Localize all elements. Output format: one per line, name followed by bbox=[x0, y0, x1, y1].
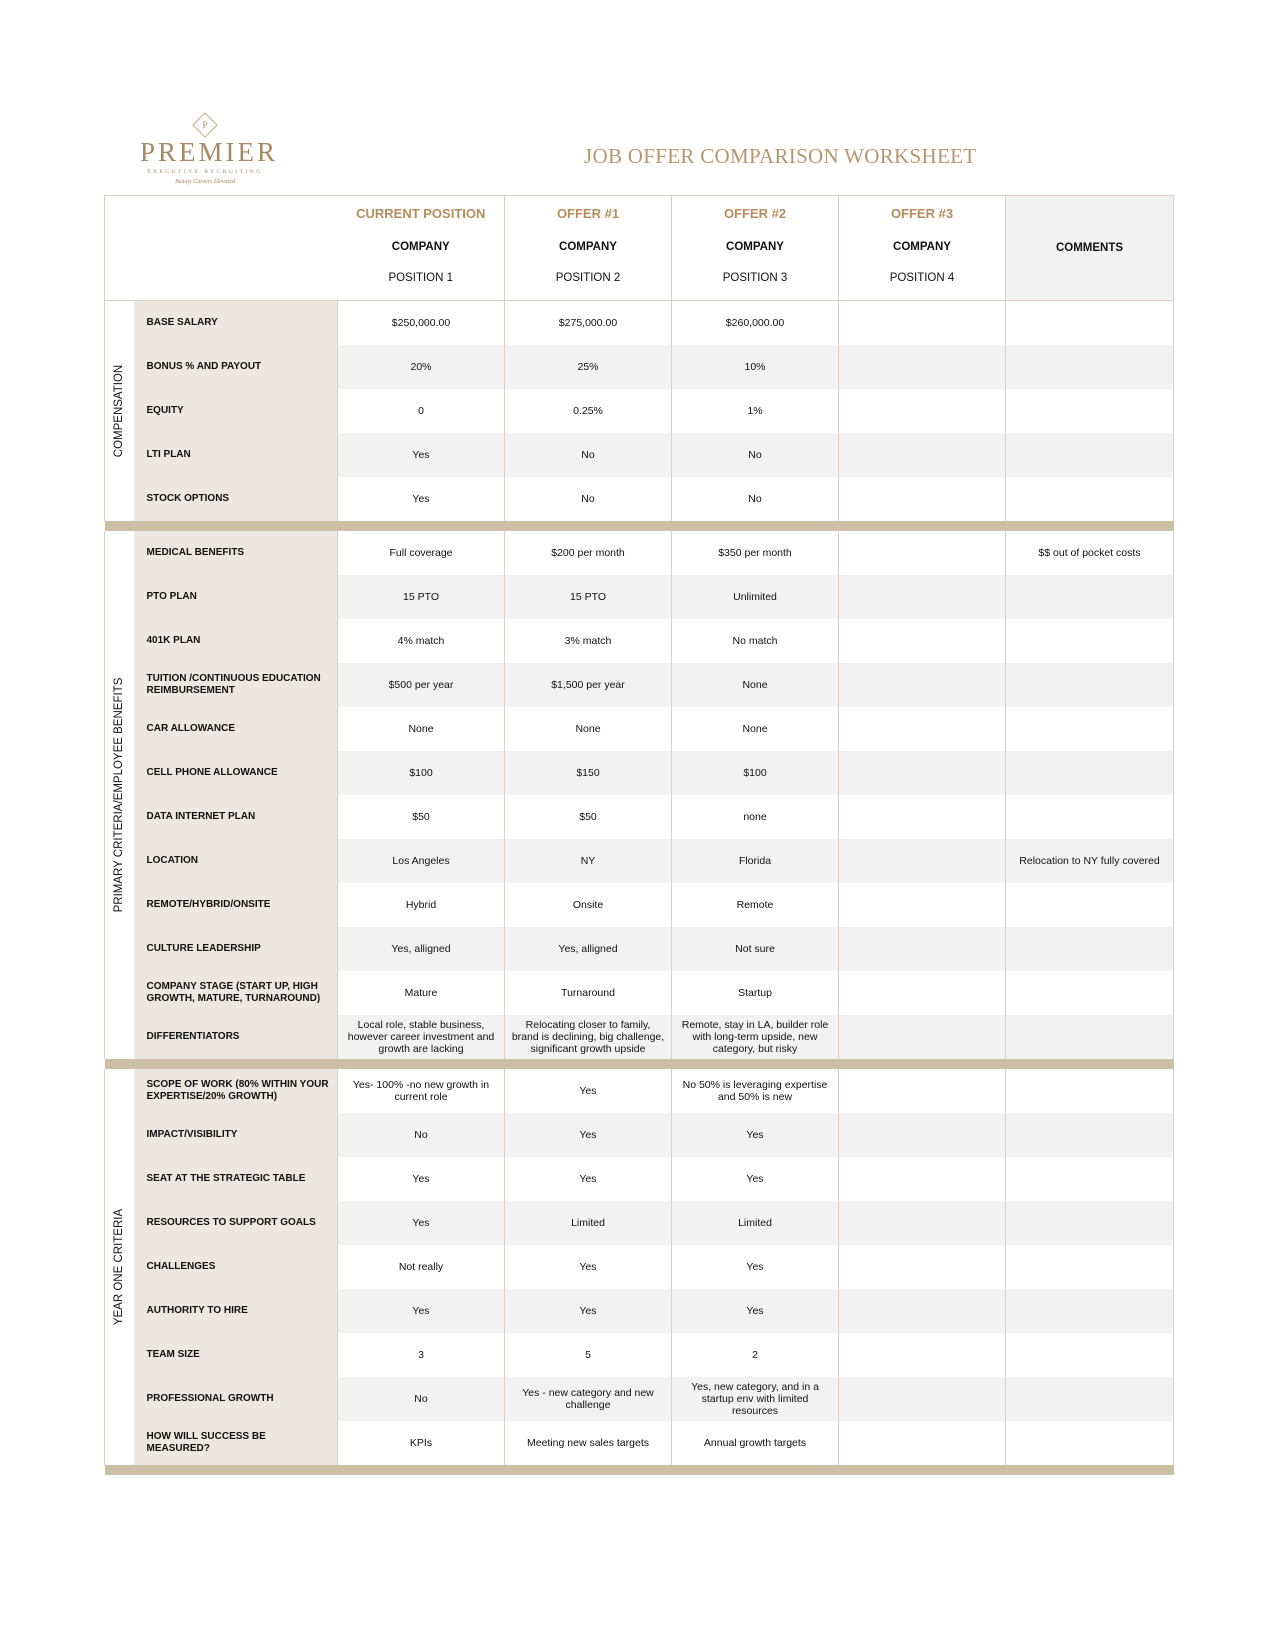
value-cell: $200 per month bbox=[505, 531, 672, 575]
value-cell: Yes bbox=[505, 1157, 672, 1201]
value-cell: No 50% is leveraging expertise and 50% is new bbox=[672, 1069, 839, 1113]
value-cell bbox=[839, 707, 1006, 751]
comment-cell bbox=[1006, 707, 1174, 751]
value-cell: Mature bbox=[338, 971, 505, 1015]
value-cell: Yes bbox=[338, 433, 505, 477]
row-label: CHALLENGES bbox=[134, 1245, 338, 1289]
value-cell: Yes bbox=[672, 1157, 839, 1201]
column-company: COMPANY bbox=[559, 240, 617, 253]
value-cell: none bbox=[672, 795, 839, 839]
value-cell: Yes bbox=[338, 1201, 505, 1245]
comment-cell bbox=[1006, 1069, 1174, 1113]
row-label: CAR ALLOWANCE bbox=[134, 707, 338, 751]
value-cell: 4% match bbox=[338, 619, 505, 663]
value-cell: Turnaround bbox=[505, 971, 672, 1015]
logo-subtitle: EXECUTIVE RECRUITING bbox=[147, 169, 263, 175]
section-label: COMPENSATION bbox=[113, 364, 126, 458]
table-row bbox=[105, 1113, 1174, 1157]
logo-wordmark: PREMIER bbox=[140, 137, 279, 167]
value-cell: $500 per year bbox=[338, 663, 505, 707]
comment-cell bbox=[1006, 1377, 1174, 1421]
column-position: POSITION 4 bbox=[889, 272, 955, 284]
row-label: TEAM SIZE bbox=[134, 1333, 338, 1377]
table-row bbox=[105, 1245, 1174, 1289]
value-cell: $250,000.00 bbox=[338, 301, 505, 346]
value-cell: 15 PTO bbox=[338, 575, 505, 619]
value-cell bbox=[839, 1201, 1006, 1245]
table-row bbox=[105, 1201, 1174, 1245]
value-cell bbox=[839, 751, 1006, 795]
value-cell bbox=[839, 1069, 1006, 1113]
column-position: POSITION 2 bbox=[555, 272, 621, 284]
table-row bbox=[105, 531, 1174, 575]
value-cell: Hybrid bbox=[338, 883, 505, 927]
row-label: IMPACT/VISIBILITY bbox=[134, 1113, 338, 1157]
value-cell: Yes - new category and new challenge bbox=[505, 1377, 672, 1421]
value-cell: Yes bbox=[672, 1289, 839, 1333]
header-row bbox=[105, 196, 1174, 301]
header-blank-cell bbox=[105, 196, 338, 301]
section-divider bbox=[105, 1465, 1174, 1475]
value-cell: 25% bbox=[505, 345, 672, 389]
value-cell bbox=[839, 531, 1006, 575]
row-label: CULTURE LEADERSHIP bbox=[134, 927, 338, 971]
value-cell: $50 bbox=[505, 795, 672, 839]
value-cell: None bbox=[672, 663, 839, 707]
column-company: COMPANY bbox=[893, 240, 951, 253]
table-row bbox=[105, 1289, 1174, 1333]
section-divider-bar bbox=[105, 521, 1174, 531]
row-label: AUTHORITY TO HIRE bbox=[134, 1289, 338, 1333]
column-title: OFFER #1 bbox=[556, 206, 620, 221]
comment-cell bbox=[1006, 883, 1174, 927]
table-row bbox=[105, 619, 1174, 663]
value-cell bbox=[839, 433, 1006, 477]
value-cell: $350 per month bbox=[672, 531, 839, 575]
value-cell: Yes bbox=[672, 1113, 839, 1157]
section-label-cell bbox=[105, 531, 134, 1059]
table-row bbox=[105, 707, 1174, 751]
value-cell bbox=[839, 839, 1006, 883]
comment-cell bbox=[1006, 1015, 1174, 1059]
value-cell: 20% bbox=[338, 345, 505, 389]
value-cell: Full coverage bbox=[338, 531, 505, 575]
table-row bbox=[105, 927, 1174, 971]
comment-cell bbox=[1006, 477, 1174, 521]
comment-cell bbox=[1006, 663, 1174, 707]
value-cell: Unlimited bbox=[672, 575, 839, 619]
value-cell: Yes bbox=[505, 1113, 672, 1157]
table-row bbox=[105, 1157, 1174, 1201]
column-title: OFFER #3 bbox=[890, 206, 954, 221]
value-cell: No bbox=[338, 1377, 505, 1421]
table-row bbox=[105, 751, 1174, 795]
comment-cell bbox=[1006, 433, 1174, 477]
value-cell: Florida bbox=[672, 839, 839, 883]
value-cell: Yes bbox=[672, 1245, 839, 1289]
table-row bbox=[105, 301, 1174, 346]
value-cell: $1,500 per year bbox=[505, 663, 672, 707]
row-label: REMOTE/HYBRID/ONSITE bbox=[134, 883, 338, 927]
table-row bbox=[105, 883, 1174, 927]
table-row bbox=[105, 389, 1174, 433]
row-label: SEAT AT THE STRATEGIC TABLE bbox=[134, 1157, 338, 1201]
row-label: TUITION /CONTINUOUS EDUCATION REIMBURSEMENT bbox=[134, 663, 338, 707]
value-cell: No bbox=[672, 433, 839, 477]
column-header-offer-3 bbox=[839, 196, 1006, 301]
column-title: CURRENT POSITION bbox=[356, 206, 486, 221]
value-cell: Not really bbox=[338, 1245, 505, 1289]
value-cell bbox=[839, 1245, 1006, 1289]
comparison-table bbox=[104, 195, 1174, 1475]
value-cell: NY bbox=[505, 839, 672, 883]
value-cell bbox=[839, 883, 1006, 927]
value-cell: No bbox=[338, 1113, 505, 1157]
section-divider-bar bbox=[105, 1465, 1174, 1475]
comment-cell: $$ out of pocket costs bbox=[1006, 531, 1174, 575]
section-label-cell bbox=[105, 1069, 134, 1465]
value-cell bbox=[839, 1015, 1006, 1059]
value-cell bbox=[839, 575, 1006, 619]
value-cell: Remote, stay in LA, builder role with long-term upside, new category, but risky bbox=[672, 1015, 839, 1059]
row-label: SCOPE OF WORK (80% WITHIN YOUR EXPERTISE/20% GROWTH) bbox=[134, 1069, 338, 1113]
column-company: COMPANY bbox=[726, 240, 784, 253]
row-label: BONUS % AND PAYOUT bbox=[134, 345, 338, 389]
value-cell: Yes bbox=[338, 1157, 505, 1201]
table-row bbox=[105, 1377, 1174, 1421]
value-cell: No bbox=[505, 433, 672, 477]
value-cell: $150 bbox=[505, 751, 672, 795]
value-cell: Local role, stable business, however career investment and growth are lacking bbox=[338, 1015, 505, 1059]
comment-cell bbox=[1006, 795, 1174, 839]
row-label: CELL PHONE ALLOWANCE bbox=[134, 751, 338, 795]
row-label: COMPANY STAGE (START UP, HIGH GROWTH, MATURE, TURNAROUND) bbox=[134, 971, 338, 1015]
comment-cell: Relocation to NY fully covered bbox=[1006, 839, 1174, 883]
value-cell: Remote bbox=[672, 883, 839, 927]
row-label: 401K PLAN bbox=[134, 619, 338, 663]
section-divider-bar bbox=[105, 1059, 1174, 1069]
comment-cell bbox=[1006, 1201, 1174, 1245]
value-cell: Relocating closer to family, brand is declining, big challenge, significant growth upside bbox=[505, 1015, 672, 1059]
section-label: YEAR ONE CRITERIA bbox=[113, 1208, 126, 1326]
value-cell: Yes bbox=[338, 477, 505, 521]
value-cell: Limited bbox=[505, 1201, 672, 1245]
logo-mark: P bbox=[192, 112, 217, 137]
value-cell: No bbox=[505, 477, 672, 521]
column-header-current bbox=[338, 196, 505, 301]
row-label: PTO PLAN bbox=[134, 575, 338, 619]
value-cell bbox=[839, 795, 1006, 839]
value-cell: $50 bbox=[338, 795, 505, 839]
value-cell: None bbox=[338, 707, 505, 751]
comment-cell bbox=[1006, 751, 1174, 795]
value-cell: KPIs bbox=[338, 1421, 505, 1465]
value-cell bbox=[839, 1113, 1006, 1157]
value-cell bbox=[839, 1289, 1006, 1333]
value-cell: Yes bbox=[505, 1245, 672, 1289]
row-label: EQUITY bbox=[134, 389, 338, 433]
row-label: BASE SALARY bbox=[134, 301, 338, 346]
row-label: DIFFERENTIATORS bbox=[134, 1015, 338, 1059]
value-cell: 0.25% bbox=[505, 389, 672, 433]
value-cell bbox=[839, 619, 1006, 663]
value-cell bbox=[839, 301, 1006, 346]
comment-cell bbox=[1006, 1245, 1174, 1289]
value-cell bbox=[839, 477, 1006, 521]
section-label-cell bbox=[105, 301, 134, 522]
value-cell: 15 PTO bbox=[505, 575, 672, 619]
company-logo bbox=[140, 116, 279, 185]
column-position: POSITION 1 bbox=[388, 272, 454, 284]
comment-cell bbox=[1006, 301, 1174, 346]
value-cell: Yes, alligned bbox=[505, 927, 672, 971]
logo-tagline: Beauty Careers Elevated bbox=[175, 179, 235, 185]
table-row bbox=[105, 839, 1174, 883]
comment-cell bbox=[1006, 927, 1174, 971]
value-cell: 5 bbox=[505, 1333, 672, 1377]
value-cell: Annual growth targets bbox=[672, 1421, 839, 1465]
value-cell: 1% bbox=[672, 389, 839, 433]
table-row bbox=[105, 575, 1174, 619]
table-row bbox=[105, 971, 1174, 1015]
value-cell: Los Angeles bbox=[338, 839, 505, 883]
row-label: RESOURCES TO SUPPORT GOALS bbox=[134, 1201, 338, 1245]
column-header-offer-1 bbox=[505, 196, 672, 301]
comment-cell bbox=[1006, 1333, 1174, 1377]
value-cell: Startup bbox=[672, 971, 839, 1015]
column-header-offer-2 bbox=[672, 196, 839, 301]
column-company: COMPANY bbox=[391, 240, 450, 253]
value-cell bbox=[839, 1333, 1006, 1377]
row-label: PROFESSIONAL GROWTH bbox=[134, 1377, 338, 1421]
comment-cell bbox=[1006, 575, 1174, 619]
value-cell: No match bbox=[672, 619, 839, 663]
table-row bbox=[105, 1333, 1174, 1377]
value-cell: 2 bbox=[672, 1333, 839, 1377]
value-cell bbox=[839, 1377, 1006, 1421]
comment-cell bbox=[1006, 619, 1174, 663]
comment-cell bbox=[1006, 971, 1174, 1015]
value-cell: No bbox=[672, 477, 839, 521]
comment-cell bbox=[1006, 1113, 1174, 1157]
page-title: JOB OFFER COMPARISON WORKSHEET bbox=[584, 144, 977, 168]
value-cell: Yes- 100% -no new growth in current role bbox=[338, 1069, 505, 1113]
value-cell: Yes bbox=[505, 1289, 672, 1333]
comment-cell bbox=[1006, 389, 1174, 433]
table-row bbox=[105, 345, 1174, 389]
value-cell bbox=[839, 345, 1006, 389]
row-label: DATA INTERNET PLAN bbox=[134, 795, 338, 839]
table-row bbox=[105, 1015, 1174, 1059]
value-cell: $100 bbox=[338, 751, 505, 795]
comment-cell bbox=[1006, 1157, 1174, 1201]
value-cell: 0 bbox=[338, 389, 505, 433]
value-cell: Onsite bbox=[505, 883, 672, 927]
section-divider bbox=[105, 1059, 1174, 1069]
table-row bbox=[105, 663, 1174, 707]
value-cell bbox=[839, 389, 1006, 433]
row-label: LOCATION bbox=[134, 839, 338, 883]
table-row bbox=[105, 477, 1174, 521]
column-position: POSITION 3 bbox=[722, 272, 788, 284]
value-cell bbox=[839, 1157, 1006, 1201]
value-cell: 10% bbox=[672, 345, 839, 389]
comment-cell bbox=[1006, 345, 1174, 389]
section-label: PRIMARY CRITERIA/EMPLOYEE BENEFITS bbox=[113, 677, 126, 913]
value-cell: Yes bbox=[505, 1069, 672, 1113]
table-row bbox=[105, 1069, 1174, 1113]
table-row bbox=[105, 433, 1174, 477]
table-row bbox=[105, 1421, 1174, 1465]
row-label: MEDICAL BENEFITS bbox=[134, 531, 338, 575]
value-cell: Yes, alligned bbox=[338, 927, 505, 971]
value-cell bbox=[839, 663, 1006, 707]
section-divider bbox=[105, 521, 1174, 531]
column-title: OFFER #2 bbox=[723, 206, 787, 221]
value-cell: Yes, new category, and in a startup env with limited resources bbox=[672, 1377, 839, 1421]
row-label: HOW WILL SUCCESS BE MEASURED? bbox=[134, 1421, 338, 1465]
value-cell: None bbox=[505, 707, 672, 751]
comment-cell bbox=[1006, 1289, 1174, 1333]
value-cell: None bbox=[672, 707, 839, 751]
value-cell: $275,000.00 bbox=[505, 301, 672, 346]
row-label: STOCK OPTIONS bbox=[134, 477, 338, 521]
table-row bbox=[105, 795, 1174, 839]
value-cell: Limited bbox=[672, 1201, 839, 1245]
value-cell: 3 bbox=[338, 1333, 505, 1377]
column-header-comments: COMMENTS bbox=[1006, 196, 1174, 301]
value-cell: Meeting new sales targets bbox=[505, 1421, 672, 1465]
value-cell: $260,000.00 bbox=[672, 301, 839, 346]
value-cell: 3% match bbox=[505, 619, 672, 663]
value-cell bbox=[839, 1421, 1006, 1465]
value-cell: Not sure bbox=[672, 927, 839, 971]
value-cell: Yes bbox=[338, 1289, 505, 1333]
row-label: LTI PLAN bbox=[134, 433, 338, 477]
value-cell: $100 bbox=[672, 751, 839, 795]
value-cell bbox=[839, 971, 1006, 1015]
value-cell bbox=[839, 927, 1006, 971]
comment-cell bbox=[1006, 1421, 1174, 1465]
